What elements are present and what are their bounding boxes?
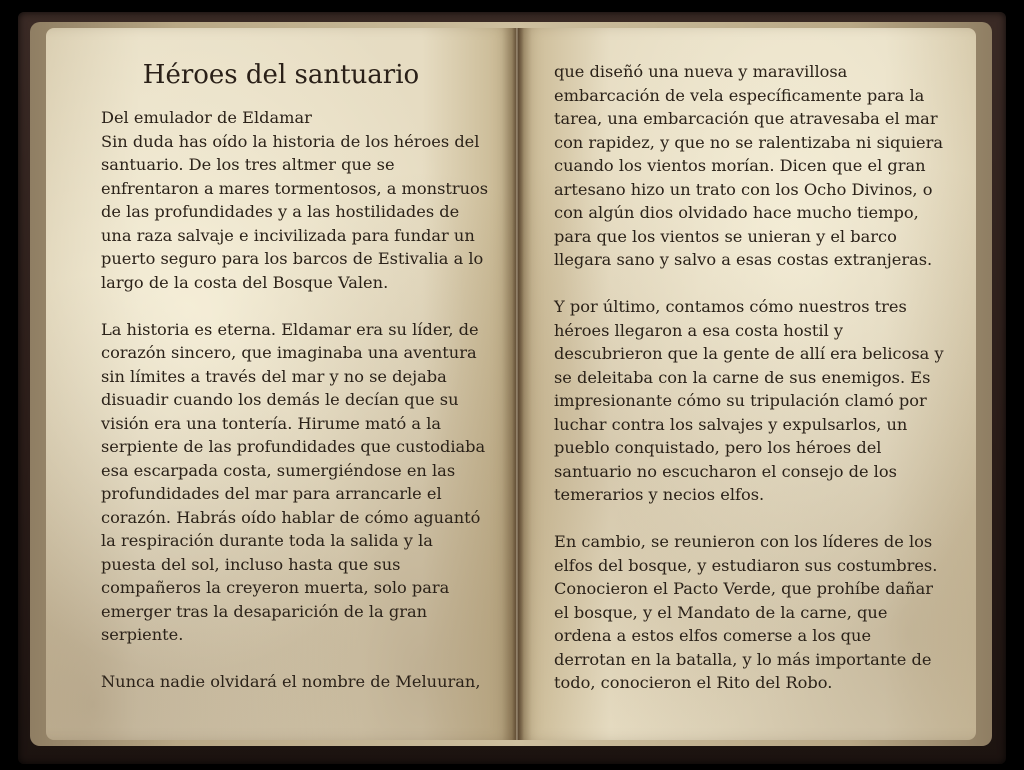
right-paragraph-3: En cambio, se reunieron con los líderes de los elfos del bosque, y estudiaron sus costumbres. Conocieron el Pacto Verde, que prohíbe dañar el bosque, y el Mandato de la carne, que ordena a estos elfos comerse a los que derrotan en la batalla, y lo más importante de todo, conocieron el Rito del Robo. (554, 532, 938, 692)
paragraph-spacer (554, 272, 946, 296)
right-paragraph-1: que diseñó una nueva y maravillosa embarcación de vela específicamente para la tarea, una embarcación que atravesaba el mar con rapidez, y que no se ralentizaba ni siquiera cuando los vientos morían. Dicen que el gran artesano hizo un trato con los Ocho Divinos, o con algún dios olvidado hace mucho tiempo, para que los vientos se unieran y el barco llegara sano y salvo a esas costas extranjeras. (554, 62, 943, 269)
right-paragraph-2: Y por último, contamos cómo nuestros tres héroes llegaron a esa costa hostil y descubrieron que la gente de allí era belicosa y se deleitaba con la carne de sus enemigos. Es impresionante cómo su tripulación clamó por luchar contra los salvajes y expulsarlos, un pueblo conquistado, pero los héroes del santuario no escucharon el consejo de los temerarios y necios elfos. (554, 297, 944, 504)
book-spine-gutter (512, 28, 524, 740)
right-page[interactable] (518, 28, 976, 740)
book-author: Del emulador de Eldamar (101, 108, 312, 127)
paragraph-spacer (554, 507, 946, 531)
paragraph-spacer (101, 647, 491, 671)
right-page-text (554, 60, 946, 695)
left-paragraph-2: La historia es eterna. Eldamar era su líder, de corazón sincero, que imaginaba una aventura sin límites a través del mar y no se dejaba disuadir cuando los demás le decían que su visión era una tontería. Hirume mató a la serpiente de las profundidades que custodiaba esa escarpada costa, sumergiéndose en las profundidades del mar para arrancarle el corazón. Habrás oído hablar de cómo aguantó la respiración durante toda la salida y la puesta del sol, incluso hasta que sus compañeros la creyeron muerta, solo para emerger tras la desaparición de la gran serpiente. (101, 319, 486, 644)
book-title: Héroes del santuario (142, 60, 420, 90)
left-page[interactable] (46, 28, 516, 740)
left-paragraph-3: Nunca nadie olvidará el nombre de Meluuran, (101, 672, 481, 691)
paragraph-spacer (101, 294, 491, 318)
left-paragraph-1: Sin duda has oído la historia de los héroes del santuario. De los tres altmer que se enfrentaron a mares tormentosos, a monstruos de las profundidades y a las hostilidades de una raza salvaje e incivilizada para fundar un puerto seguro para los barcos de Estivalia a lo largo de la costa del Bosque Valen. (101, 131, 489, 292)
left-page-text (101, 106, 491, 694)
